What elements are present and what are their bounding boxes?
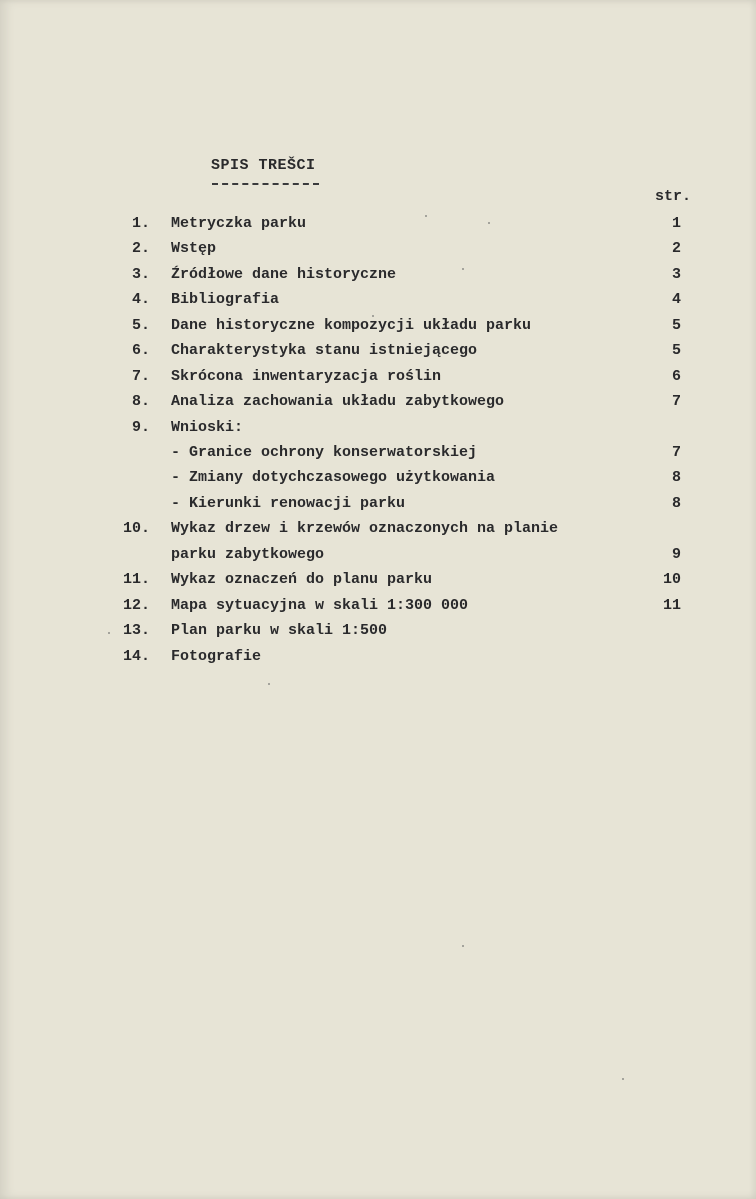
toc-row bbox=[0, 571, 756, 593]
speck bbox=[462, 268, 464, 270]
toc-page-number: 8 bbox=[671, 469, 681, 486]
toc-number: 10. bbox=[122, 520, 150, 537]
toc-page-number: 4 bbox=[671, 291, 681, 308]
toc-entry-text: - Kierunki renowacji parku bbox=[171, 495, 406, 512]
toc-entry-text: Fotografie bbox=[171, 648, 262, 665]
toc-row bbox=[0, 469, 756, 491]
toc-row bbox=[0, 648, 756, 670]
toc-number: 4. bbox=[131, 291, 150, 308]
toc-row bbox=[0, 520, 756, 542]
speck bbox=[268, 683, 270, 685]
toc-number: 9. bbox=[131, 419, 150, 436]
toc-number: 5. bbox=[131, 317, 150, 334]
toc-entry-text: Bibliografia bbox=[171, 291, 280, 308]
toc-entry-text: Skrócona inwentaryzacja roślin bbox=[171, 368, 442, 385]
toc-row bbox=[0, 546, 756, 568]
toc-page-number: 7 bbox=[671, 444, 681, 461]
toc-entry-text: - Zmiany dotychczasowego użytkowania bbox=[171, 469, 496, 486]
speck bbox=[425, 215, 427, 217]
toc-entry-text: Źródłowe dane historyczne bbox=[171, 266, 397, 283]
toc-row bbox=[0, 495, 756, 517]
speck bbox=[372, 315, 374, 317]
toc-number: 1. bbox=[131, 215, 150, 232]
toc-entry-text: Wstęp bbox=[171, 240, 217, 257]
page-column-label: str. bbox=[655, 188, 692, 205]
toc-page-number: 10 bbox=[662, 571, 681, 588]
toc-number: 11. bbox=[122, 571, 150, 588]
toc-row bbox=[0, 419, 756, 441]
toc-row bbox=[0, 597, 756, 619]
toc-entry-text: Mapa sytuacyjna w skali 1:300 000 bbox=[171, 597, 469, 614]
toc-page-number: 5 bbox=[671, 317, 681, 334]
page-title: SPIS TREŠCI bbox=[211, 157, 316, 174]
toc-entry-text: Wykaz oznaczeń do planu parku bbox=[171, 571, 433, 588]
toc-row bbox=[0, 215, 756, 237]
toc-row bbox=[0, 317, 756, 339]
toc-number: 14. bbox=[122, 648, 150, 665]
toc-page-number: 5 bbox=[671, 342, 681, 359]
toc-page-number: 6 bbox=[671, 368, 681, 385]
toc-number: 3. bbox=[131, 266, 150, 283]
toc-entry-text: Wykaz drzew i krzewów oznaczonych na planie bbox=[171, 520, 559, 537]
toc-number: 7. bbox=[131, 368, 150, 385]
toc-number: 13. bbox=[122, 622, 150, 639]
speck bbox=[622, 1078, 624, 1080]
toc-page-number: 8 bbox=[671, 495, 681, 512]
toc-entry-text: parku zabytkowego bbox=[171, 546, 325, 563]
toc-page-number: 1 bbox=[671, 215, 681, 232]
toc-entry-text: Charakterystyka stanu istniejącego bbox=[171, 342, 478, 359]
toc-number: 6. bbox=[131, 342, 150, 359]
toc-row bbox=[0, 266, 756, 288]
toc-entry-text: Dane historyczne kompozycji układu parku bbox=[171, 317, 532, 334]
toc-entry-text: Wnioski: bbox=[171, 419, 244, 436]
title-underline bbox=[212, 183, 319, 185]
toc-number: 8. bbox=[131, 393, 150, 410]
speck bbox=[488, 222, 490, 224]
toc-page-number: 2 bbox=[671, 240, 681, 257]
toc-row bbox=[0, 622, 756, 644]
toc-row bbox=[0, 368, 756, 390]
toc-page-number: 9 bbox=[671, 546, 681, 563]
toc-page-number: 11 bbox=[662, 597, 681, 614]
toc-row bbox=[0, 291, 756, 313]
toc-page-number: 3 bbox=[671, 266, 681, 283]
toc-row bbox=[0, 393, 756, 415]
toc-row bbox=[0, 444, 756, 466]
toc-number: 12. bbox=[122, 597, 150, 614]
toc-entry-text: - Granice ochrony konserwatorskiej bbox=[171, 444, 478, 461]
speck bbox=[108, 632, 110, 634]
toc-entry-text: Plan parku w skali 1:500 bbox=[171, 622, 388, 639]
toc-number: 2. bbox=[131, 240, 150, 257]
speck bbox=[462, 945, 464, 947]
toc-entry-text: Analiza zachowania układu zabytkowego bbox=[171, 393, 505, 410]
toc-entry-text: Metryczka parku bbox=[171, 215, 307, 232]
toc-row bbox=[0, 342, 756, 364]
toc-row bbox=[0, 240, 756, 262]
toc-page-number: 7 bbox=[671, 393, 681, 410]
